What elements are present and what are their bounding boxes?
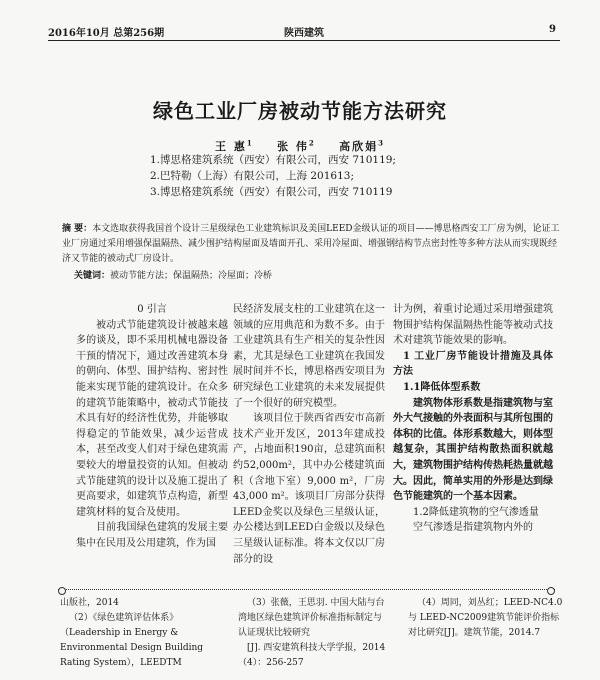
keywords-label: 关键词：	[74, 271, 111, 281]
section-heading: 1 工业厂房节能设计措施及具体方法	[393, 350, 553, 378]
body-column-3	[393, 302, 553, 536]
reference-entry: （3）张薇，王思羽. 中国大陆与台湾地区绿色建筑评价标准指标制定与认证现状比较研究	[238, 598, 385, 638]
affiliation: 1.博思格建筑系统（西安）有限公司，西安 710119;	[150, 154, 396, 166]
keywords	[74, 269, 554, 283]
journal-name: 陕西建筑	[284, 28, 324, 39]
issue-info: 2016年10月 总第256期	[48, 28, 165, 39]
body-column-1	[76, 302, 228, 552]
author: 王 惠	[215, 140, 247, 153]
paragraph: 空气渗透是指建筑物内外的	[413, 522, 533, 534]
abstract-text: 本文选取获得我国首个设计三星级绿色工业建筑标识及美国LEED金级认证的项目——博思格西安工厂房为例，论证工业厂房通过采用增强保温隔热、减少围护结构屋面及墙面开孔、采用冷屋面、增强钢结构节点密封性等多种方法从而实现既经济又节能的被动式厂房设计。	[62, 224, 560, 264]
paragraph: 该项目位于陕西省西安市高新技术产业开发区，2013年建成投产，占地面积190亩，总建筑面积约52,000m²，其中办公楼建筑面积（含地下室）9,000 m²，厂房43,000 m²。该项目厂房部分获得LEED金奖以及绿色三星级认证，办公楼达到LEED白金级以及绿色三星级认证标准。将本文仅以厂房部分的设	[233, 413, 385, 565]
affiliation-list	[150, 152, 490, 200]
section-heading: 0 引言	[137, 304, 167, 315]
author: 张 伟	[277, 140, 309, 153]
paragraph: 被动式节能建筑设计被越来越多的谈及，即不采用机械电器设备干预的情况下，通过改善建筑本身的朝向、体型、围护结构、密封性能来实现节能的建筑设计。在众多的建筑节能策略中，被动式节能技术具有好的经济性优势，并能够取得稳定的节能效果，减少运营成本，甚至改变人们对于绿色建筑需要较大的增量投资的认知。但被动式节能建筑的设计以及施工提出了更高要求，如建筑节点构造，新型建筑材料的复合及使用。	[76, 319, 228, 518]
page-number: 9	[549, 24, 556, 35]
subsection-heading: 1.2降低建筑物的空气渗透量	[413, 506, 539, 518]
abstract	[62, 222, 562, 267]
references-column-2	[238, 596, 388, 671]
paper-title: 绿色工业厂房被动节能方法研究	[153, 99, 447, 123]
paragraph: 建筑物体形系数是指建筑物与室外大气接触的外表面积与其所包围的体积的比值。体形系数越大，则体型越复杂，其围护结构散热面积就越大，建筑物围护结构传热耗热量就越大。因此，简单实用的外形是达到绿色节能建筑的一个基本因素。	[393, 397, 553, 503]
paragraph: 目前我国绿色建筑的发展主要集中在民用及公用建筑，作为国	[76, 522, 228, 549]
references-column-3	[408, 596, 568, 641]
running-header	[48, 22, 560, 41]
reference-entry: 山版社，2014	[60, 598, 119, 608]
affiliation: 3.博思格建筑系统（西安）有限公司，西安 710119	[150, 186, 393, 198]
paragraph: 民经济发展支柱的工业建筑在这一领域的应用典范和为数不多。由于工业建筑具有生产相关的复杂性因素，尤其是绿色工业建筑在我国发展时间并不长，博思格西安项目为研究绿色工业建筑的未来发展提供了一个很好的研究模型。	[233, 304, 385, 409]
abstract-label: 摘 要：	[62, 224, 93, 234]
author: 高欣娟	[339, 140, 379, 153]
reference-entry: [J]. 西安建筑科技大学学报，2014（4）：256-257	[238, 643, 386, 668]
author-list: 王 惠$^1$ 张 伟$^2$ 高欣娟$^3$	[215, 138, 385, 153]
body-column-2	[233, 302, 385, 567]
affiliation: 2.巴特勒（上海）有限公司，上海 201613;	[150, 170, 354, 182]
reference-divider	[58, 589, 555, 590]
references-column-1	[60, 596, 210, 671]
subsection-heading: 1.1降低体型系数	[403, 381, 481, 393]
reference-entry: （4）周同，刘丛红；LEED-NC4.0 与 LEED-NC2009建筑节能评价指标对比研究[J]。建筑节能，2014.7	[408, 598, 563, 638]
keywords-text: 被动节能方法；保温隔热；冷屋面；冷桥	[110, 271, 273, 281]
paragraph: 计为例，着重讨论通过采用增强建筑物围护结构保温隔热性能等被动式技术对建筑节能效果的影响。	[393, 304, 553, 347]
reference-entry: （2）《绿色建筑评估体系》（Leadership in Energy & Environmental Design Building Rating System），LEEDTM	[60, 613, 204, 668]
